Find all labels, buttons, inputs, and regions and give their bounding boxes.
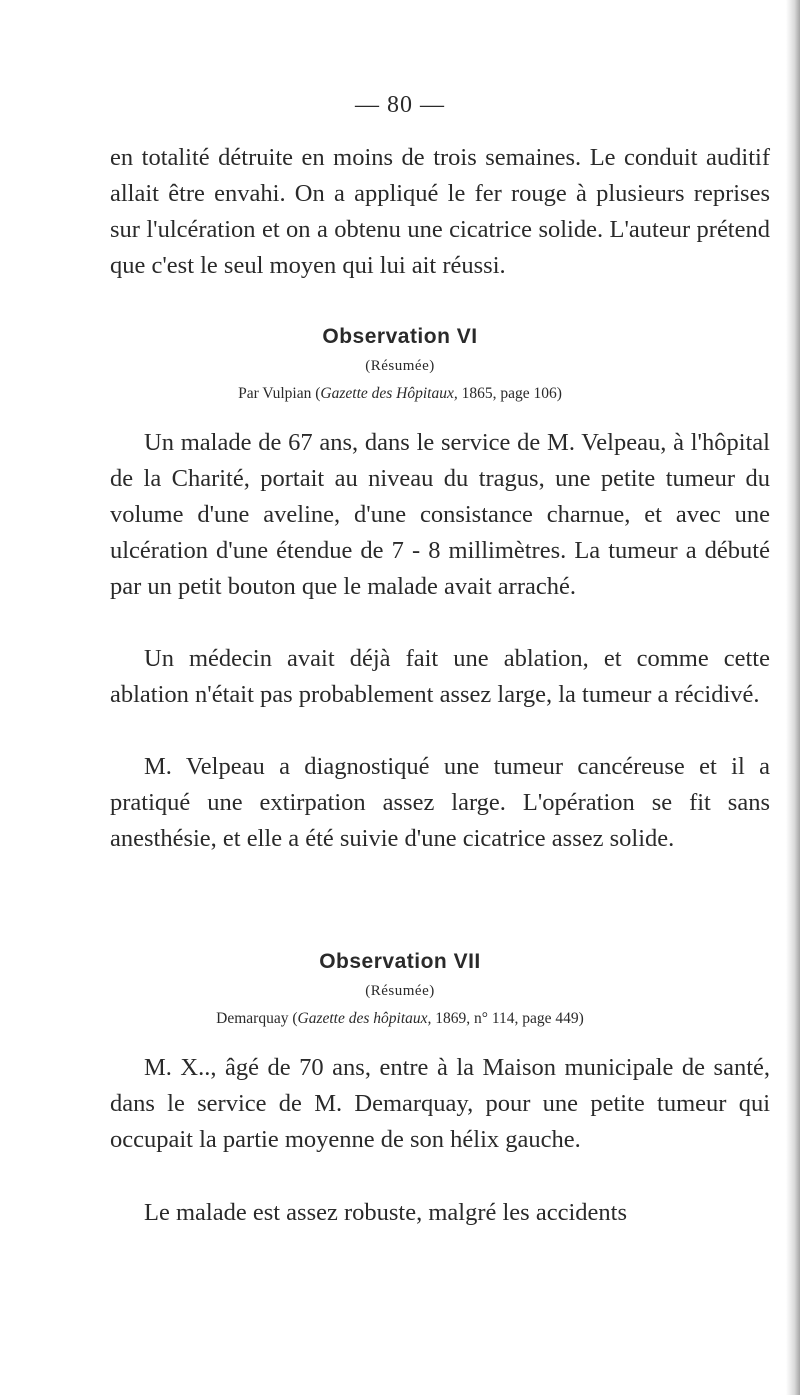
observation-6-summary: (Résumée) (365, 358, 435, 374)
observation-7-source-journal: Gazette des hôpitaux, (297, 1010, 432, 1027)
continuation-paragraph: en totalité détruite en moins de trois semaines. Le conduit auditif allait être envahi. On a appliqué le fer rouge à plusieurs reprises sur l'ulcération et on a obtenu une cicatrice solide. L'auteur prétend que c'est le seul moyen qui lui ait réussi. (110, 144, 770, 279)
observation-6-source-suffix: 1865, page 106) (457, 385, 562, 402)
observation-6-title: Observation VI (322, 325, 478, 348)
observation-7-source (0, 1010, 800, 1028)
observation-7-paragraph-1: M. X.., âgé de 70 ans, entre à la Maison municipale de santé, dans le service de M. Demarquay, pour une petite tumeur qui occupait la partie moyenne de son hélix gauche. (110, 1054, 770, 1153)
observation-7-paragraph-2: Le malade est assez robuste, malgré les accidents (144, 1199, 627, 1226)
observation-6-source (0, 385, 800, 403)
observation-6-paragraph-3: M. Velpeau a diagnostiqué une tumeur cancéreuse et il a pratiqué une extirpation assez large. L'opération se fit sans anesthésie, et elle a été suivie d'une cicatrice assez solide. (110, 753, 770, 852)
observation-7-summary: (Résumée) (365, 983, 435, 999)
page-number: — 80 — (355, 92, 445, 118)
observation-6-source-prefix: Par Vulpian ( (238, 385, 321, 402)
observation-6-paragraph-2: Un médecin avait déjà fait une ablation, et comme cette ablation n'était pas probablement assez large, la tumeur a récidivé. (110, 645, 770, 708)
page-edge-shadow (786, 0, 800, 1395)
observation-6-paragraph-1: Un malade de 67 ans, dans le service de M. Velpeau, à l'hôpital de la Charité, portait au niveau du tragus, une petite tumeur du volume d'une aveline, d'une consistance charnue, et avec une ulcération d'une étendue de 7 - 8 millimètres. La tumeur a débuté par un petit bouton que le malade avait arraché. (110, 429, 770, 600)
observation-7-source-prefix: Demarquay ( (216, 1010, 298, 1027)
observation-7-title: Observation VII (319, 950, 481, 973)
observation-6-source-journal: Gazette des Hôpitaux, (320, 385, 458, 402)
observation-7-source-suffix: 1869, n° 114, page 449) (431, 1010, 584, 1027)
